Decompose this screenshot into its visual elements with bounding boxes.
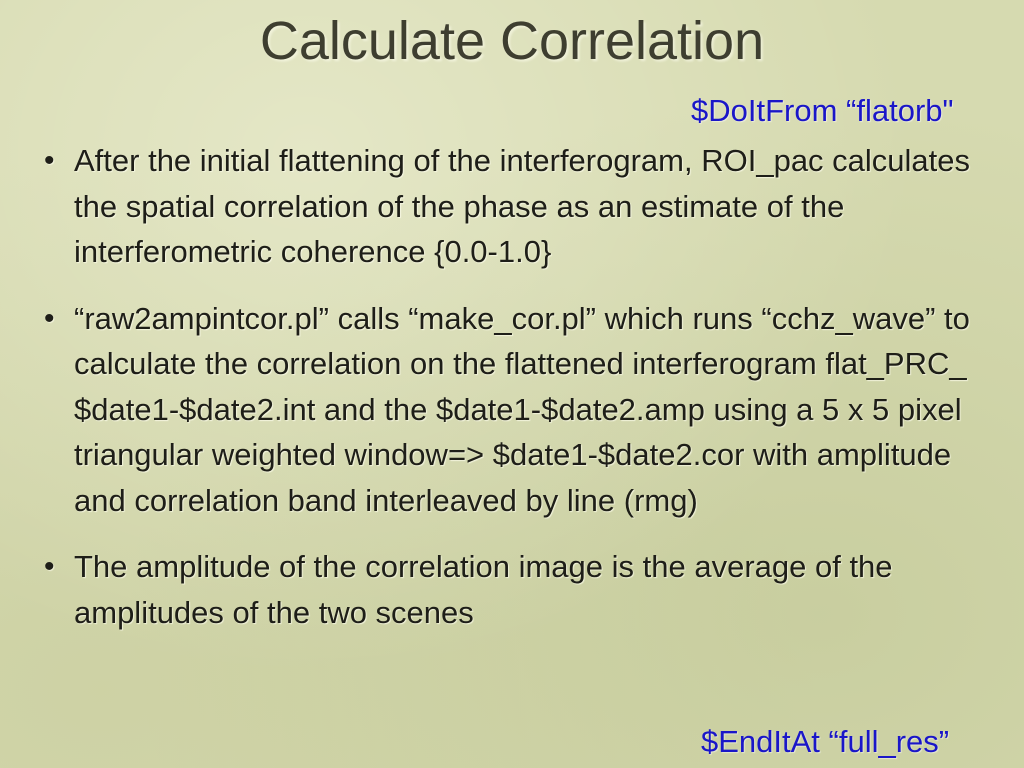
bullet-text: The amplitude of the correlation image is the average of the amplitudes of the two scenes	[74, 549, 893, 630]
bullet-text: After the initial flattening of the interferogram, ROI_pac calculates the spatial correlation of the phase as an estimate of the interferometric coherence {0.0-1.0}	[74, 143, 971, 269]
bullet-icon: •	[44, 301, 55, 335]
do-it-from-tag: $DoItFrom “flatorb"	[691, 93, 954, 128]
bullet-item	[44, 138, 984, 275]
end-it-at-tag: $EndItAt “full_res”	[701, 724, 950, 759]
bullet-icon: •	[44, 550, 55, 583]
bullet-text: “raw2ampintcor.pl” calls “make_cor.pl” which runs “cchz_wave” to calculate the correlation on the flattened interferogram flat_PRC_ $date1-$date2.int and the $date1-$date2.amp using a 5 x 5 pixel triangular weighted window=> $date1-$date2.cor with amplitude and correlation band interleaved by line (rmg)	[74, 300, 970, 518]
bullet-list	[44, 138, 984, 635]
slide-title: Calculate Correlation	[259, 11, 765, 71]
bullet-item	[44, 296, 984, 524]
bullet-icon: •	[44, 144, 55, 177]
bullet-item	[44, 544, 984, 635]
